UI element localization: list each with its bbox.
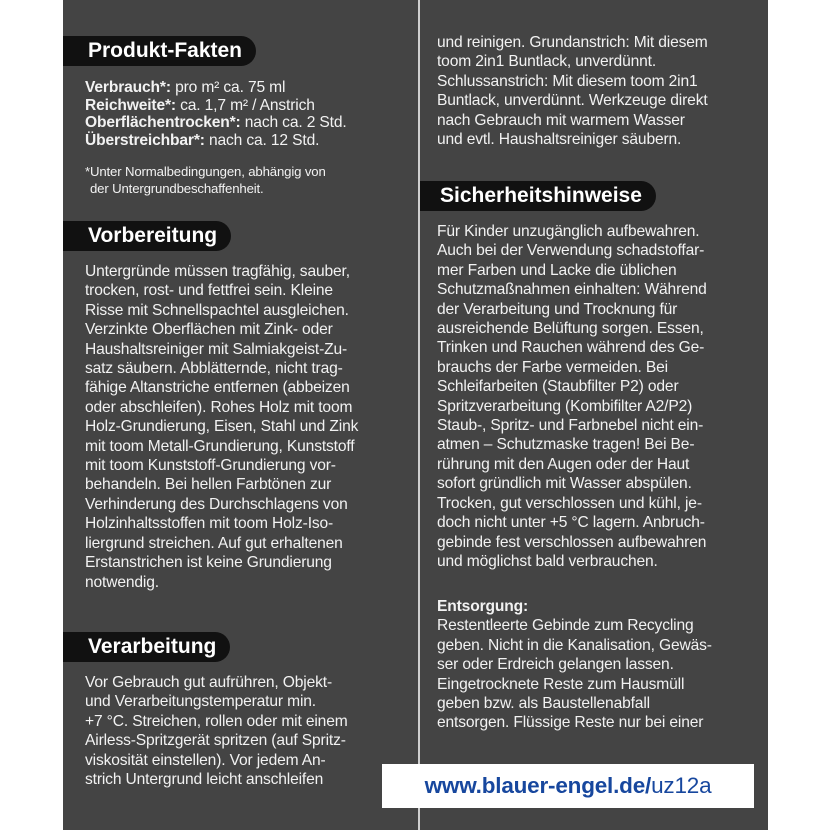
text-line: geben bzw. als Baustellenabfall <box>437 695 650 713</box>
text-line: +7 °C. Streichen, rollen oder mit einem <box>85 712 348 730</box>
text-line: Für Kinder unzugänglich aufbewahren. <box>437 223 700 240</box>
heading-vorbereitung <box>63 221 231 251</box>
text-line: und reinigen. Grundanstrich: Mit diesem <box>437 34 708 51</box>
text-line: Trinken und Rauchen während des Ge- <box>437 339 705 357</box>
footnote-line: *Unter Normalbedingungen, abhängig von <box>85 164 326 179</box>
text-line: Schlussanstrich: Mit diesem toom 2in1 <box>437 72 698 90</box>
footnote-line: der Untergrundbeschaffenheit. <box>90 181 264 196</box>
text-line: satz säubern. Abblätternde, nicht trag- <box>85 360 343 378</box>
text-line: Schutzmaßnahmen einhalten: Während <box>437 281 707 299</box>
heading-produkt-fakten <box>63 36 256 66</box>
text-line: Holz-Grundierung, Eisen, Stahl und Zink <box>85 418 359 436</box>
text-line: Verhinderung des Durchschlagens von <box>85 495 348 513</box>
text-line: der Verarbeitung und Trocknung für <box>437 300 678 318</box>
text-line: mit toom Metall-Grundierung, Kunststoff <box>85 437 355 455</box>
text-line: Risse mit Schnellspachtel ausgleichen. <box>85 301 349 319</box>
entsorgung-label: Entsorgung: <box>437 598 529 615</box>
heading-verarbeitung <box>63 632 230 662</box>
text-line: Restentleerte Gebinde zum Recycling <box>437 617 694 635</box>
text-line: Haushaltsreiniger mit Salmiakgeist-Zu- <box>85 340 348 358</box>
text-line: trocken, rost- und fettfrei sein. Kleine <box>85 282 333 300</box>
fact-value: nach ca. 2 Std. <box>240 114 347 131</box>
text-line: Spritzverarbeitung (Kombifilter A2/P2) <box>437 397 693 415</box>
text-line: Verzinkte Oberflächen mit Zink- oder <box>85 321 333 339</box>
text-line: atmen – Schutzmaske tragen! Bei Be- <box>437 436 695 454</box>
produkt-facts <box>85 79 347 149</box>
heading-sicherheitshinweise-text: Sicherheitshinweise <box>440 184 642 207</box>
text-line: Erstanstrichen ist keine Grundierung <box>85 554 332 572</box>
text-line: Eingetrocknete Reste zum Hausmüll <box>437 675 685 693</box>
fact-label: Oberflächentrocken*: <box>85 114 241 131</box>
text-line: doch nicht unter +5 °C lagern. Anbruch- <box>437 514 705 532</box>
text-line: mer Farben und Lacke die üblichen <box>437 261 677 279</box>
text-line: ausreichende Belüftung sorgen. Essen, <box>437 320 704 338</box>
text-line: Vor Gebrauch gut aufrühren, Objekt- <box>85 674 332 691</box>
text-line: liergrund streichen. Auf gut erhaltenen <box>85 534 343 552</box>
fact-value: ca. 1,7 m² / Anstrich <box>175 96 315 114</box>
text-line: und möglichst bald verbrauchen. <box>437 552 658 570</box>
text-line: Buntlack, unverdünnt. Werkzeuge direkt <box>437 92 708 110</box>
fact-label: Verbrauch*: <box>85 79 171 96</box>
verarbeitung-text <box>85 673 348 789</box>
text-line: strich Untergrund leicht anschleifen <box>85 771 324 789</box>
text-line: notwendig. <box>85 573 159 591</box>
heading-sicherheitshinweise <box>420 181 656 211</box>
text-line: toom 2in1 Buntlack, unverdünnt. <box>437 53 657 71</box>
text-line: mit toom Kunststoff-Grundierung vor- <box>85 457 336 475</box>
text-line: fähige Altanstriche entfernen (abbeizen <box>85 379 350 397</box>
text-line: Untergründe müssen tragfähig, sauber, <box>85 263 350 280</box>
heading-verarbeitung-text: Verarbeitung <box>88 635 217 658</box>
vorbereitung-text <box>85 262 358 592</box>
text-line: geben. Nicht in die Kanalisation, Gewäs- <box>437 636 712 654</box>
text-line: entsorgen. Flüssige Reste nur bei einer <box>437 714 704 732</box>
heading-vorbereitung-text: Vorbereitung <box>88 224 218 247</box>
url-main: www.blauer-engel.de/ <box>424 773 652 798</box>
text-line: viskosität einstellen). Vor jedem An- <box>85 751 326 769</box>
blauer-engel-url[interactable] <box>382 764 754 808</box>
fact-label: Überstreichbar*: <box>85 131 205 149</box>
text-line: nach Gebrauch mit warmem Wasser <box>437 111 685 129</box>
text-line: ser oder Erdreich gelangen lassen. <box>437 656 674 674</box>
text-line: gebinde fest verschlossen aufbewahren <box>437 533 707 551</box>
fact-ueberstreichbar <box>85 132 347 150</box>
text-line: Staub-, Spritz- und Farbnebel nicht ein- <box>437 417 704 435</box>
produkt-footnote <box>85 163 326 197</box>
entsorgung-text <box>437 597 712 733</box>
text-line: Holzinhaltsstoffen mit toom Holz-Iso- <box>85 515 334 533</box>
text-line: rührung mit den Augen oder der Haut <box>437 455 690 473</box>
text-line: und evtl. Haushaltsreiniger säubern. <box>437 131 682 149</box>
column-divider <box>418 0 420 830</box>
fact-value: pro m² ca. 75 ml <box>170 79 286 96</box>
fact-label: Reichweite*: <box>85 96 176 114</box>
verarbeitung-continuation <box>437 33 708 149</box>
text-line: Auch bei der Verwendung schadstoffar- <box>437 242 705 260</box>
label-panel <box>63 0 768 830</box>
fact-reichweite <box>85 97 347 115</box>
fact-verbrauch <box>85 79 347 97</box>
url-code: uz12a <box>651 773 712 798</box>
text-line: behandeln. Bei hellen Farbtönen zur <box>85 476 332 494</box>
text-line: und Verarbeitungstemperatur min. <box>85 693 316 711</box>
text-line: Trocken, gut verschlossen und kühl, je- <box>437 494 702 512</box>
sicherheit-text <box>437 222 707 571</box>
text-line: Schleifarbeiten (Staubfilter P2) oder <box>437 378 679 396</box>
fact-value: nach ca. 12 Std. <box>204 131 320 149</box>
text-line: brauchs der Farbe vermeiden. Bei <box>437 358 668 376</box>
text-line: sofort gründlich mit Wasser abspülen. <box>437 475 692 493</box>
fact-oberflaechentrocken <box>85 114 347 132</box>
heading-produkt-fakten-text: Produkt-Fakten <box>88 39 243 62</box>
text-line: Airless-Spritzgerät spritzen (auf Spritz- <box>85 732 346 750</box>
text-line: oder abschleifen). Rohes Holz mit toom <box>85 398 353 416</box>
